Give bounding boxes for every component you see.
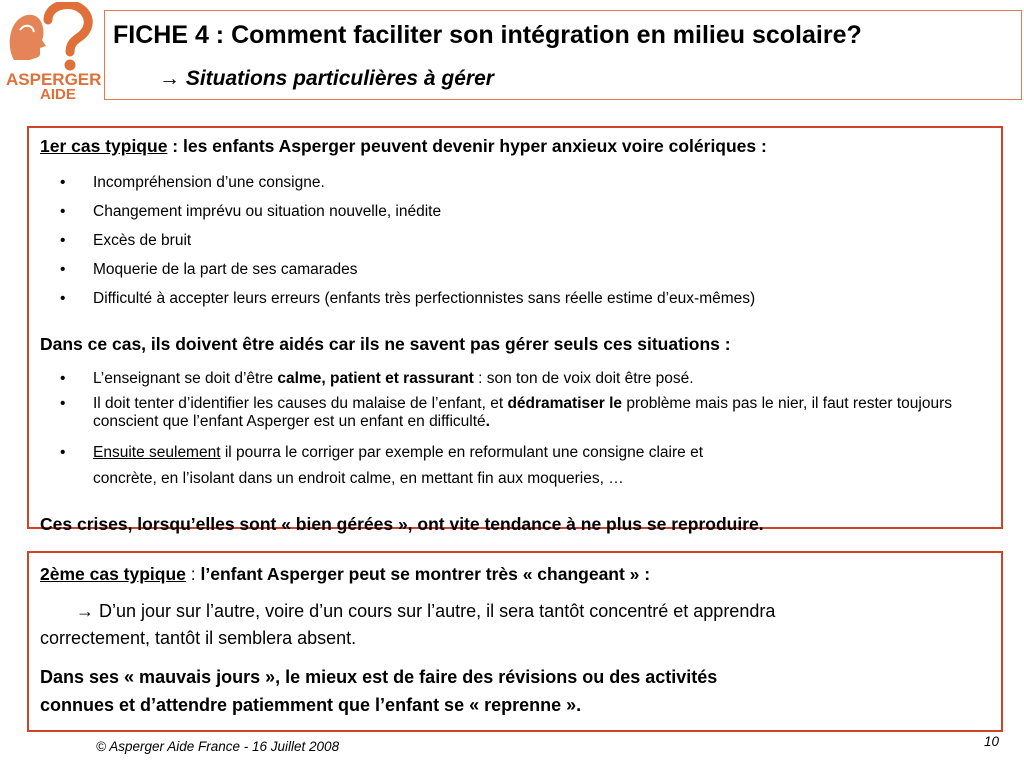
footer-copyright: © Asperger Aide France - 16 Juillet 2008 xyxy=(96,739,340,754)
logo-head-question-icon xyxy=(4,2,100,72)
case2-label: 2ème cas typique xyxy=(40,564,186,584)
case1-label: 1er cas typique xyxy=(40,136,168,156)
bullet-icon: • xyxy=(60,203,66,220)
list-item-text: Changement imprévu ou situation nouvelle, inédite xyxy=(93,203,442,220)
list-item-text: Difficulté à accepter leurs erreurs (enfants très perfectionnistes sans réelle estime d’eux-mêmes) xyxy=(93,290,756,307)
list-item-text: concrète, en l’isolant dans un endroit calme, en mettant fin aux moqueries, … xyxy=(93,470,624,487)
arrow-right-icon: → xyxy=(159,67,180,90)
bullet-icon: • xyxy=(60,261,66,278)
case1-heading-text: : les enfants Asperger peuvent devenir hyper anxieux voire colériques : xyxy=(167,136,767,156)
bullet-icon: • xyxy=(60,395,66,412)
case2-heading: 2ème cas typique : l’enfant Asperger peut se montrer très « changeant » : xyxy=(40,564,651,584)
bullet-icon: • xyxy=(60,444,66,461)
page-title: FICHE 4 : Comment faciliter son intégration en milieu scolaire? xyxy=(113,21,862,49)
case2-advice-line2: connues et d’attendre patiemment que l’enfant se « reprenne ». xyxy=(40,695,582,715)
case2-heading-text: l’enfant Asperger peut se montrer très « changeant » : xyxy=(200,564,651,584)
page-number: 10 xyxy=(984,734,1000,749)
list-item-text: L’enseignant se doit d’être calme, patient et rassurant : son ton de voix doit être posé. xyxy=(93,370,694,387)
case2-text-line1: → D’un jour sur l’autre, voire d’un cours sur l’autre, il sera tantôt concentré et apprendra xyxy=(76,601,776,621)
subtitle-text: Situations particulières à gérer xyxy=(185,67,494,90)
case1-conclusion: Ces crises, lorsqu’elles sont « bien gérées », ont vite tendance à ne plus se reproduire. xyxy=(40,514,764,534)
asperger-aide-logo xyxy=(4,2,102,103)
bullet-icon: • xyxy=(60,232,66,249)
bullet-icon: • xyxy=(60,370,66,387)
case1-heading xyxy=(40,136,767,157)
case2-advice-line1: Dans ses « mauvais jours », le mieux est de faire des révisions ou des activités xyxy=(40,667,718,687)
case1-subheading: Dans ce cas, ils doivent être aidés car ils ne savent pas gérer seuls ces situations : xyxy=(40,334,731,354)
list-item-text: Ensuite seulement il pourra le corriger par exemple en reformulant une consigne claire et xyxy=(93,444,703,461)
list-item xyxy=(60,395,1000,431)
bullet-icon: • xyxy=(60,174,66,191)
logo-word-asperger: ASPERGER xyxy=(6,70,102,89)
title-box xyxy=(104,10,1022,100)
logo-word-aide: AIDE xyxy=(40,86,76,103)
list-item-text: Incompréhension d’une consigne. xyxy=(93,174,325,191)
case2-text-line2: correctement, tantôt il semblera absent. xyxy=(40,628,357,648)
list-item-text: Il doit tenter d’identifier les causes du malaise de l’enfant, et dédramatiser le problème mais pas le nier, il faut rester toujours conscient que l’enfant Asperger est un enfant en difficulté. xyxy=(93,395,952,430)
bullet-icon: • xyxy=(60,290,66,307)
list-item-text: Moquerie de la part de ses camarades xyxy=(93,261,358,278)
list-item-text: Excès de bruit xyxy=(93,232,192,249)
arrow-right-icon: → xyxy=(76,601,94,621)
page-subtitle xyxy=(159,67,494,91)
